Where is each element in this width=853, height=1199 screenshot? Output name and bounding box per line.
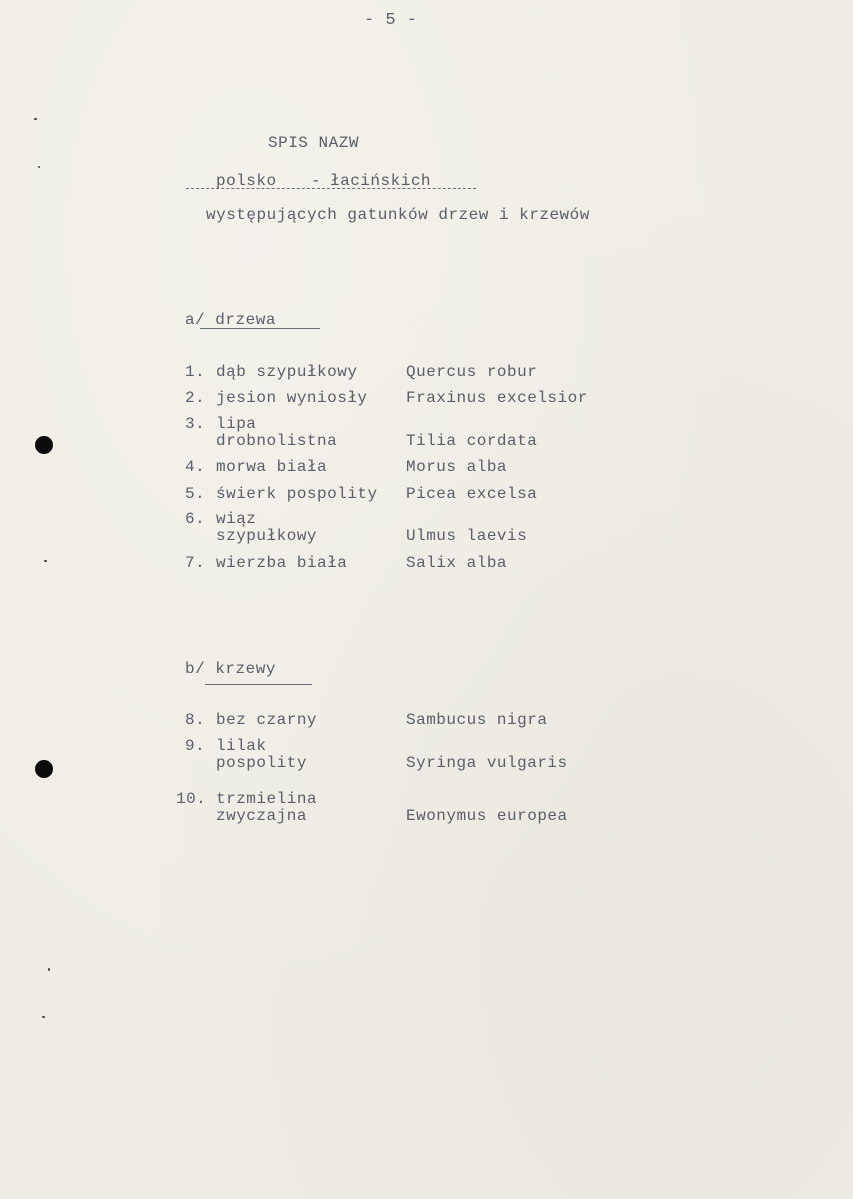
item-number: 10. [176, 790, 207, 808]
item-polish-name: jesion wyniosły [216, 389, 368, 407]
item-number: 5. [185, 485, 206, 503]
item-latin-name: Ulmus laevis [406, 527, 528, 545]
punch-hole-bottom [35, 760, 53, 778]
list-description: występujących gatunków drzew i krzewów [206, 206, 590, 224]
margin-speck [38, 166, 40, 168]
item-latin-name: Morus alba [406, 458, 508, 476]
item-latin-name: Tilia cordata [406, 432, 538, 450]
item-polish-name: lipa [216, 415, 257, 433]
margin-speck [42, 1016, 45, 1018]
section-underline-shrubs [205, 684, 312, 685]
item-number: 6. [185, 510, 206, 528]
item-latin-name: Salix alba [406, 554, 508, 572]
item-polish-name-cont: drobnolistna [216, 432, 338, 450]
item-number: 2. [185, 389, 206, 407]
list-title: SPIS NAZW [268, 134, 359, 152]
margin-speck [48, 968, 50, 971]
margin-speck [34, 118, 37, 120]
item-polish-name: wiąz [216, 510, 257, 528]
item-polish-name: trzmielina [216, 790, 318, 808]
item-latin-name: Ewonymus europea [406, 807, 568, 825]
section-label-shrubs: b/ krzewy [185, 660, 276, 678]
item-latin-name: Syringa vulgaris [406, 754, 568, 772]
margin-speck [44, 560, 47, 562]
item-polish-name-cont: zwyczajna [216, 807, 307, 825]
item-polish-name: bez czarny [216, 711, 318, 729]
subtitle-latin: łacińskich [330, 172, 432, 190]
item-polish-name: dąb szypułkowy [216, 363, 358, 381]
item-polish-name: świerk pospolity [216, 485, 378, 503]
item-latin-name: Fraxinus excelsior [406, 389, 588, 407]
section-underline-trees [200, 328, 320, 329]
item-polish-name-cont: pospolity [216, 754, 307, 772]
subtitle-polish: polsko [216, 172, 277, 190]
item-latin-name: Quercus robur [406, 363, 538, 381]
item-polish-name: wierzba biała [216, 554, 348, 572]
page-number: - 5 - [364, 11, 418, 30]
item-latin-name: Picea excelsa [406, 485, 538, 503]
item-number: 1. [185, 363, 206, 381]
item-polish-name: lilak [216, 737, 267, 755]
item-polish-name: morwa biała [216, 458, 328, 476]
item-polish-name-cont: szypułkowy [216, 527, 318, 545]
section-label-trees: a/ drzewa [185, 311, 276, 329]
item-latin-name: Sambucus nigra [406, 711, 548, 729]
subtitle-dash: - [311, 172, 322, 190]
item-number: 4. [185, 458, 206, 476]
item-number: 8. [185, 711, 206, 729]
item-number: 3. [185, 415, 206, 433]
item-number: 7. [185, 554, 206, 572]
punch-hole-top [35, 436, 53, 454]
item-number: 9. [185, 737, 206, 755]
